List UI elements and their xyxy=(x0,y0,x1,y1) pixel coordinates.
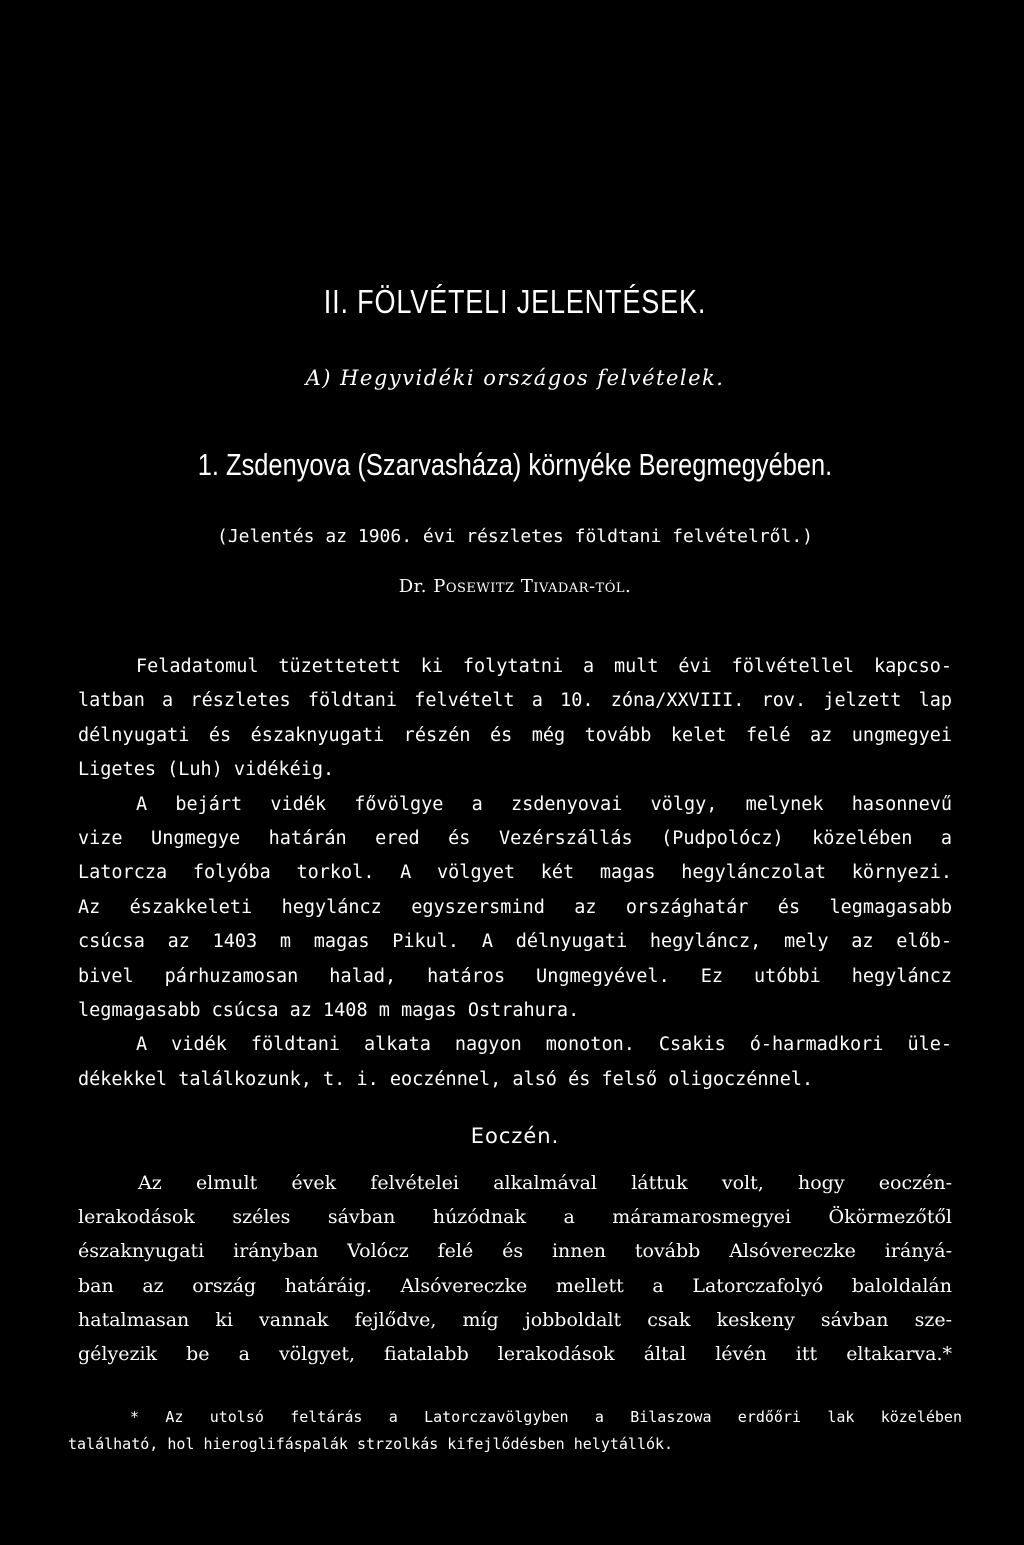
paragraph-line: hatalmasan ki vannak fejlődve, míg jobboldalt csak keskeny sávban sze- xyxy=(78,1308,952,1331)
paragraph-line: Ligetes (Luh) vidékéig. xyxy=(78,759,335,781)
footnote-line: található, hol hieroglifáspalák strzolkás kifejlődésben helytállók. xyxy=(68,1435,674,1453)
article-title: 1. Zsdenyova (Szarvasháza) környéke Beregmegyében. xyxy=(197,447,833,482)
author-line xyxy=(78,576,952,597)
paragraph-line: dékekkel találkozunk, t. i. eoczénnel, alsó és felső oligoczénnel. xyxy=(78,1068,814,1090)
section-title: II. FÖLVÉTELI JELENTÉSEK. xyxy=(323,283,707,320)
eocen-paragraph xyxy=(78,1166,952,1371)
author-prefix: Dr. xyxy=(398,576,428,597)
paragraph-line: ban az ország határáig. Alsóvereczke mellett a Latorczafolyó baloldalán xyxy=(78,1274,952,1297)
paragraph-line: lerakodások széles sávban húzódnak a máramarosmegyei Ökörmezőtől xyxy=(78,1206,952,1229)
paragraph-line: legmagasabb csúcsa az 1408 m magas Ostrahura. xyxy=(78,999,580,1021)
body-paragraphs xyxy=(78,650,952,1097)
paragraph-line: északnyugati irányban Volócz felé és innen tovább Alsóvereczke irányá- xyxy=(78,1240,952,1263)
subsection-title: A) Hegyvidéki országos felvételek. xyxy=(305,366,725,390)
eocen-heading: Eoczén. xyxy=(470,1124,560,1148)
paragraph-line: Az északkeleti hegyláncz egyszersmind az országhatár és legmagasabb xyxy=(78,896,952,918)
paragraph-line: délnyugati és északnyugati részén és még tovább kelet felé az ungmegyei xyxy=(78,724,952,746)
report-note: (Jelentés az 1906. évi részletes földtani felvételről.) xyxy=(216,526,814,547)
paragraph-line: A bejárt vidék fővölgye a zsdenyovai völgy, melynek hasonnevű xyxy=(136,793,952,815)
paragraph-line: Az elmult évek felvételei alkalmával láttuk volt, hogy eoczén- xyxy=(138,1172,952,1194)
author-name: Posewitz Tivadar-tól. xyxy=(433,576,632,597)
paragraph-line: Feladatomul tüzettetett ki folytatni a mult évi fölvétellel kapcso- xyxy=(136,656,952,677)
footnote-line: * Az utolsó feltárás a Latorczavölgyben a Bilaszowa erdőőri lak közelében xyxy=(130,1408,962,1426)
document-page xyxy=(68,0,962,1545)
paragraph-line: csúcsa az 1403 m magas Pikul. A délnyugati hegyláncz, mely az előb- xyxy=(78,931,952,953)
paragraph-line: Latorcza folyóba torkol. A völgyet két magas hegylánczolat környezi. xyxy=(78,862,952,884)
paragraph-line: latban a részletes földtani felvételt a 10. zóna/XXVIII. rov. jelzett lap xyxy=(78,690,952,712)
footnote xyxy=(68,1404,962,1458)
paragraph-line: gélyezik be a völgyet, fiatalabb lerakodások által lévén itt eltakarva.* xyxy=(78,1342,952,1365)
paragraph-line: bivel párhuzamosan halad, határos Ungmegyével. Ez utóbbi hegyláncz xyxy=(78,965,952,987)
paragraph-line: vize Ungmegye határán ered és Vezérszállás (Pudpolócz) közelében a xyxy=(78,827,952,849)
paragraph-line: A vidék földtani alkata nagyon monoton. Csakis ó-harmadkori üle- xyxy=(136,1034,952,1056)
